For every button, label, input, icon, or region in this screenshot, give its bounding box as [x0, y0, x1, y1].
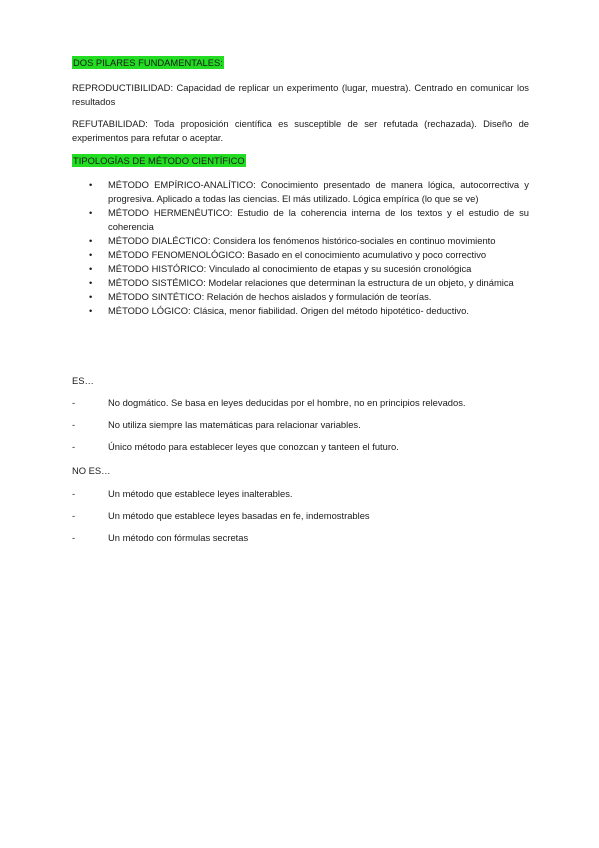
list-item: - Un método con fórmulas secretas — [72, 532, 249, 543]
bullet-icon: • — [89, 263, 93, 274]
list-item: • MÉTODO DIALÉCTICO: Considera los fenómenos histórico-sociales en continuo movimiento — [89, 235, 496, 246]
list-item: • MÉTODO LÓGICO: Clásica, menor fiabilidad. Origen del método hipotético- deductivo. — [89, 305, 469, 316]
no-es-list — [72, 487, 529, 545]
list-item: • MÉTODO HISTÓRICO: Vinculado al conocimiento de etapas y su sucesión cronológica — [89, 263, 472, 274]
bullet-icon: • — [89, 179, 93, 190]
list-item: • MÉTODO FENOMENOLÓGICO: Basado en el conocimiento acumulativo y poco correctivo — [89, 249, 487, 260]
bullet-icon: • — [89, 235, 93, 246]
list-item: • MÉTODO SISTÉMICO: Modelar relaciones que determinan la estructura de un objeto, y dinámica — [89, 277, 514, 288]
paragraph-refutabilidad: REFUTABILIDAD: Toda proposición científica es susceptible de ser refutada (rechazada). Diseño de experimentos para refutar o aceptar. — [72, 118, 529, 143]
list-item: • MÉTODO HERMENÉUTICO: Estudio de la coherencia interna de los textos y el estudio de su coherencia — [89, 207, 529, 232]
bullet-icon: • — [89, 207, 93, 218]
heading-dos-pilares: DOS PILARES FUNDAMENTALES: — [73, 57, 223, 68]
es-heading: ES… — [72, 375, 94, 386]
bullet-icon: • — [89, 291, 93, 302]
list-item: - Un método que establece leyes basadas en fe, indemostrables — [72, 510, 370, 521]
dash-icon: - — [72, 532, 76, 543]
dash-icon: - — [72, 510, 76, 521]
metodos-list — [72, 178, 529, 318]
list-item: - Un método que establece leyes inalterables. — [72, 488, 293, 499]
dash-icon: - — [72, 488, 76, 499]
heading-tipologias: TIPOLOGÍAS DE MÉTODO CIENTÍFICO — [73, 155, 245, 166]
bullet-icon: • — [89, 305, 93, 316]
list-item: - No dogmático. Se basa en leyes deducidas por el hombre, no en principios relevados. — [72, 397, 466, 408]
list-item: - No utiliza siempre las matemáticas para relacionar variables. — [72, 419, 361, 430]
dash-icon: - — [72, 397, 76, 408]
no-es-heading: NO ES… — [72, 465, 111, 476]
bullet-icon: • — [89, 249, 93, 260]
dash-icon: - — [72, 419, 76, 430]
list-item: - Único método para establecer leyes que conozcan y tanteen el futuro. — [72, 441, 399, 452]
bullet-icon: • — [89, 277, 93, 288]
list-item: • MÉTODO SINTÉTICO: Relación de hechos aislados y formulación de teorías. — [89, 291, 432, 302]
paragraph-reproductibilidad: REPRODUCTIBILIDAD: Capacidad de replicar un experimento (lugar, muestra). Centrado en comunicar los resultados — [72, 82, 529, 107]
list-item: • MÉTODO EMPÍRICO-ANALÍTICO: Conocimiento presentado de manera lógica, autocorrectiva y progresiva. Aplicado a todas las ciencias. El más utilizado. Lógica empírica (lo que se ve) — [89, 179, 529, 204]
dash-icon: - — [72, 441, 76, 452]
es-list — [72, 396, 529, 454]
